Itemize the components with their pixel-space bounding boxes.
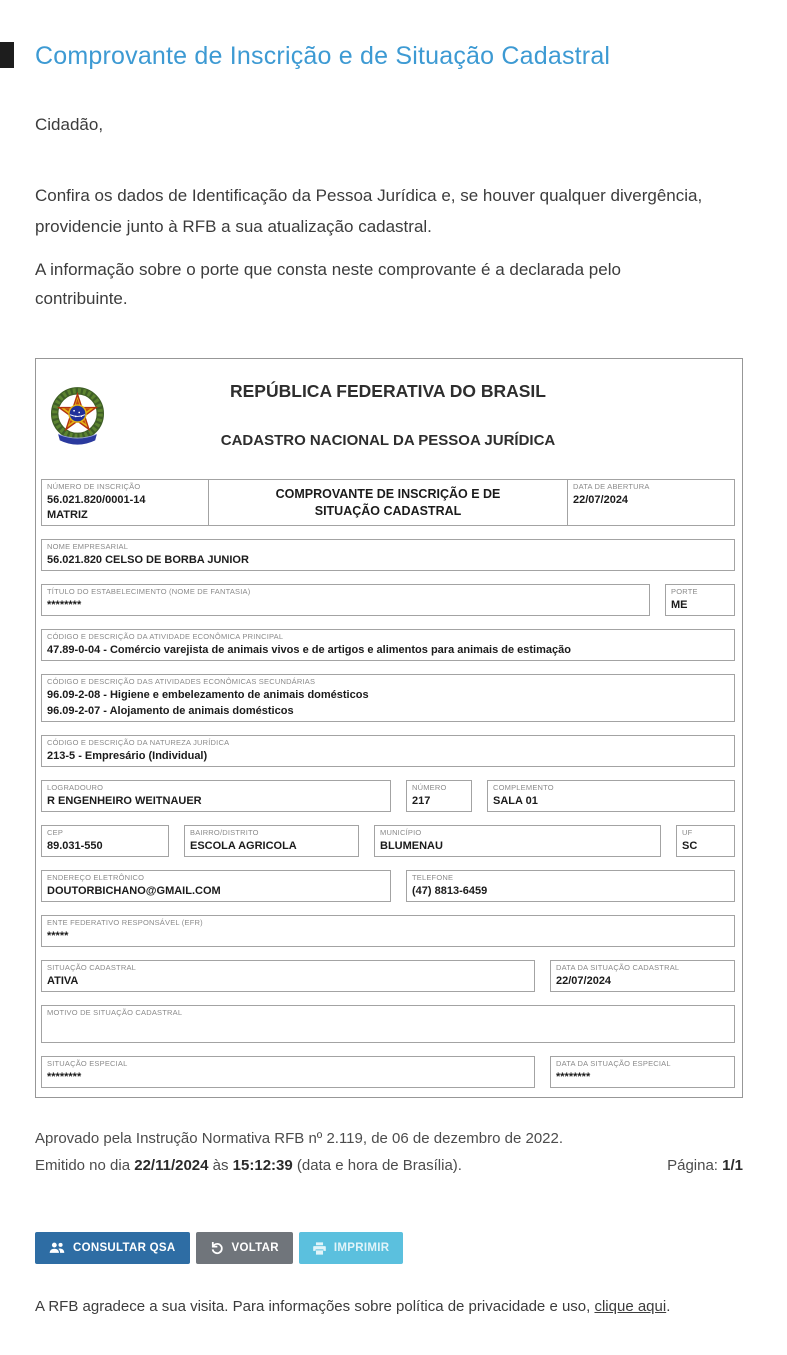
field-motivo-situacao: MOTIVO DE SITUAÇÃO CADASTRAL — [41, 1005, 735, 1043]
intro-paragraph-2: A informação sobre o porte que consta neste comprovante é a declarada pelo contribuinte. — [35, 260, 621, 309]
approval-note: Aprovado pela Instrução Normativa RFB nº 2.119, de 06 de dezembro de 2022. — [35, 1130, 564, 1148]
field-situacao-especial: SITUAÇÃO ESPECIAL ******** — [41, 1056, 535, 1088]
field-porte: PORTE ME — [665, 584, 735, 616]
field-telefone: TELEFONE (47) 8813-6459 — [406, 870, 735, 902]
emitted-note: Emitido no dia 22/11/2024 às 15:12:39 (data e hora de Brasília). — [35, 1157, 462, 1175]
emitted-row — [35, 1157, 743, 1174]
printer-icon — [313, 1242, 326, 1255]
imprimir-button[interactable]: IMPRIMIR — [299, 1232, 403, 1264]
field-cep: CEP 89.031-550 — [41, 825, 169, 857]
greeting-text: Cidadão, — [35, 115, 104, 134]
field-uf: UF SC — [676, 825, 735, 857]
consultar-qsa-button[interactable]: CONSULTAR QSA — [35, 1232, 190, 1264]
privacy-note: A RFB agradece a sua visita. Para informações sobre política de privacidade e uso, clique aqui. — [35, 1298, 671, 1316]
intro-paragraph-1: Confira os dados de Identificação da Pessoa Jurídica e, se houver qualquer divergência, providencie junto à RFB a sua atualização cadastral. — [35, 186, 703, 236]
voltar-button[interactable]: VOLTAR — [196, 1232, 293, 1264]
field-natureza-juridica: CÓDIGO E DESCRIÇÃO DA NATUREZA JURÍDICA 213-5 - Empresário (Individual) — [41, 735, 735, 767]
field-data-abertura: DATA DE ABERTURA 22/07/2024 — [567, 479, 735, 526]
undo-icon — [210, 1241, 224, 1255]
field-atividades-secundarias: CÓDIGO E DESCRIÇÃO DAS ATIVIDADES ECONÔMICAS SECUNDÁRIAS 96.09-2-08 - Higiene e embelezamento de animais domésticos 96.09-2-07 - Alojamento de animais domésticos — [41, 674, 735, 721]
field-nome-fantasia: TÍTULO DO ESTABELECIMENTO (NOME DE FANTASIA) ******** — [41, 584, 650, 616]
emitted-date: 22/11/2024 — [134, 1157, 209, 1175]
page-number: 1/1 — [722, 1157, 743, 1175]
certificate-country-title: REPÚBLICA FEDERATIVA DO BRASIL — [230, 380, 546, 401]
field-complemento: COMPLEMENTO SALA 01 — [487, 780, 735, 812]
field-efr: ENTE FEDERATIVO RESPONSÁVEL (EFR) ***** — [41, 915, 735, 947]
action-buttons — [35, 1232, 743, 1264]
field-bairro: BAIRRO/DISTRITO ESCOLA AGRICOLA — [184, 825, 359, 857]
field-situacao-cadastral: SITUAÇÃO CADASTRAL ATIVA — [41, 960, 535, 992]
field-nome-empresarial: NOME EMPRESARIAL 56.021.820 CELSO DE BORBA JUNIOR — [41, 539, 735, 571]
users-icon — [49, 1242, 65, 1254]
corner-mark — [0, 42, 14, 68]
field-numero-inscricao: NÚMERO DE INSCRIÇÃO 56.021.820/0001-14 MATRIZ — [41, 479, 209, 526]
field-atividade-principal: CÓDIGO E DESCRIÇÃO DA ATIVIDADE ECONÔMICA PRINCIPAL 47.89-0-04 - Comércio varejista de animais vivos e de artigos e alimentos para animais de estimação — [41, 629, 735, 661]
page-title: Comprovante de Inscrição e de Situação Cadastral — [35, 42, 611, 70]
field-municipio: MUNICÍPIO BLUMENAU — [374, 825, 661, 857]
page-content — [0, 42, 787, 1355]
certificate-header — [41, 381, 735, 479]
field-logradouro: LOGRADOURO R ENGENHEIRO WEITNAUER — [41, 780, 391, 812]
field-numero: NÚMERO 217 — [406, 780, 472, 812]
clique-aqui-link[interactable]: clique aqui — [594, 1298, 667, 1316]
page-indicator: Página: 1/1 — [667, 1157, 743, 1175]
certificate-registry-title: CADASTRO NACIONAL DA PESSOA JURÍDICA — [220, 431, 556, 449]
field-endereco-eletronico: ENDEREÇO ELETRÔNICO DOUTORBICHANO@GMAIL.COM — [41, 870, 391, 902]
emitted-time: 15:12:39 — [232, 1157, 293, 1175]
field-data-situacao-especial: DATA DA SITUAÇÃO ESPECIAL ******** — [550, 1056, 735, 1088]
brazil-coat-of-arms-icon — [49, 385, 106, 454]
certificate-document-title: COMPROVANTE DE INSCRIÇÃO E DE SITUAÇÃO CADASTRAL — [208, 479, 568, 526]
field-data-situacao-cadastral: DATA DA SITUAÇÃO CADASTRAL 22/07/2024 — [550, 960, 735, 992]
cnpj-certificate — [35, 358, 743, 1098]
certificate-row-identification — [41, 479, 735, 526]
